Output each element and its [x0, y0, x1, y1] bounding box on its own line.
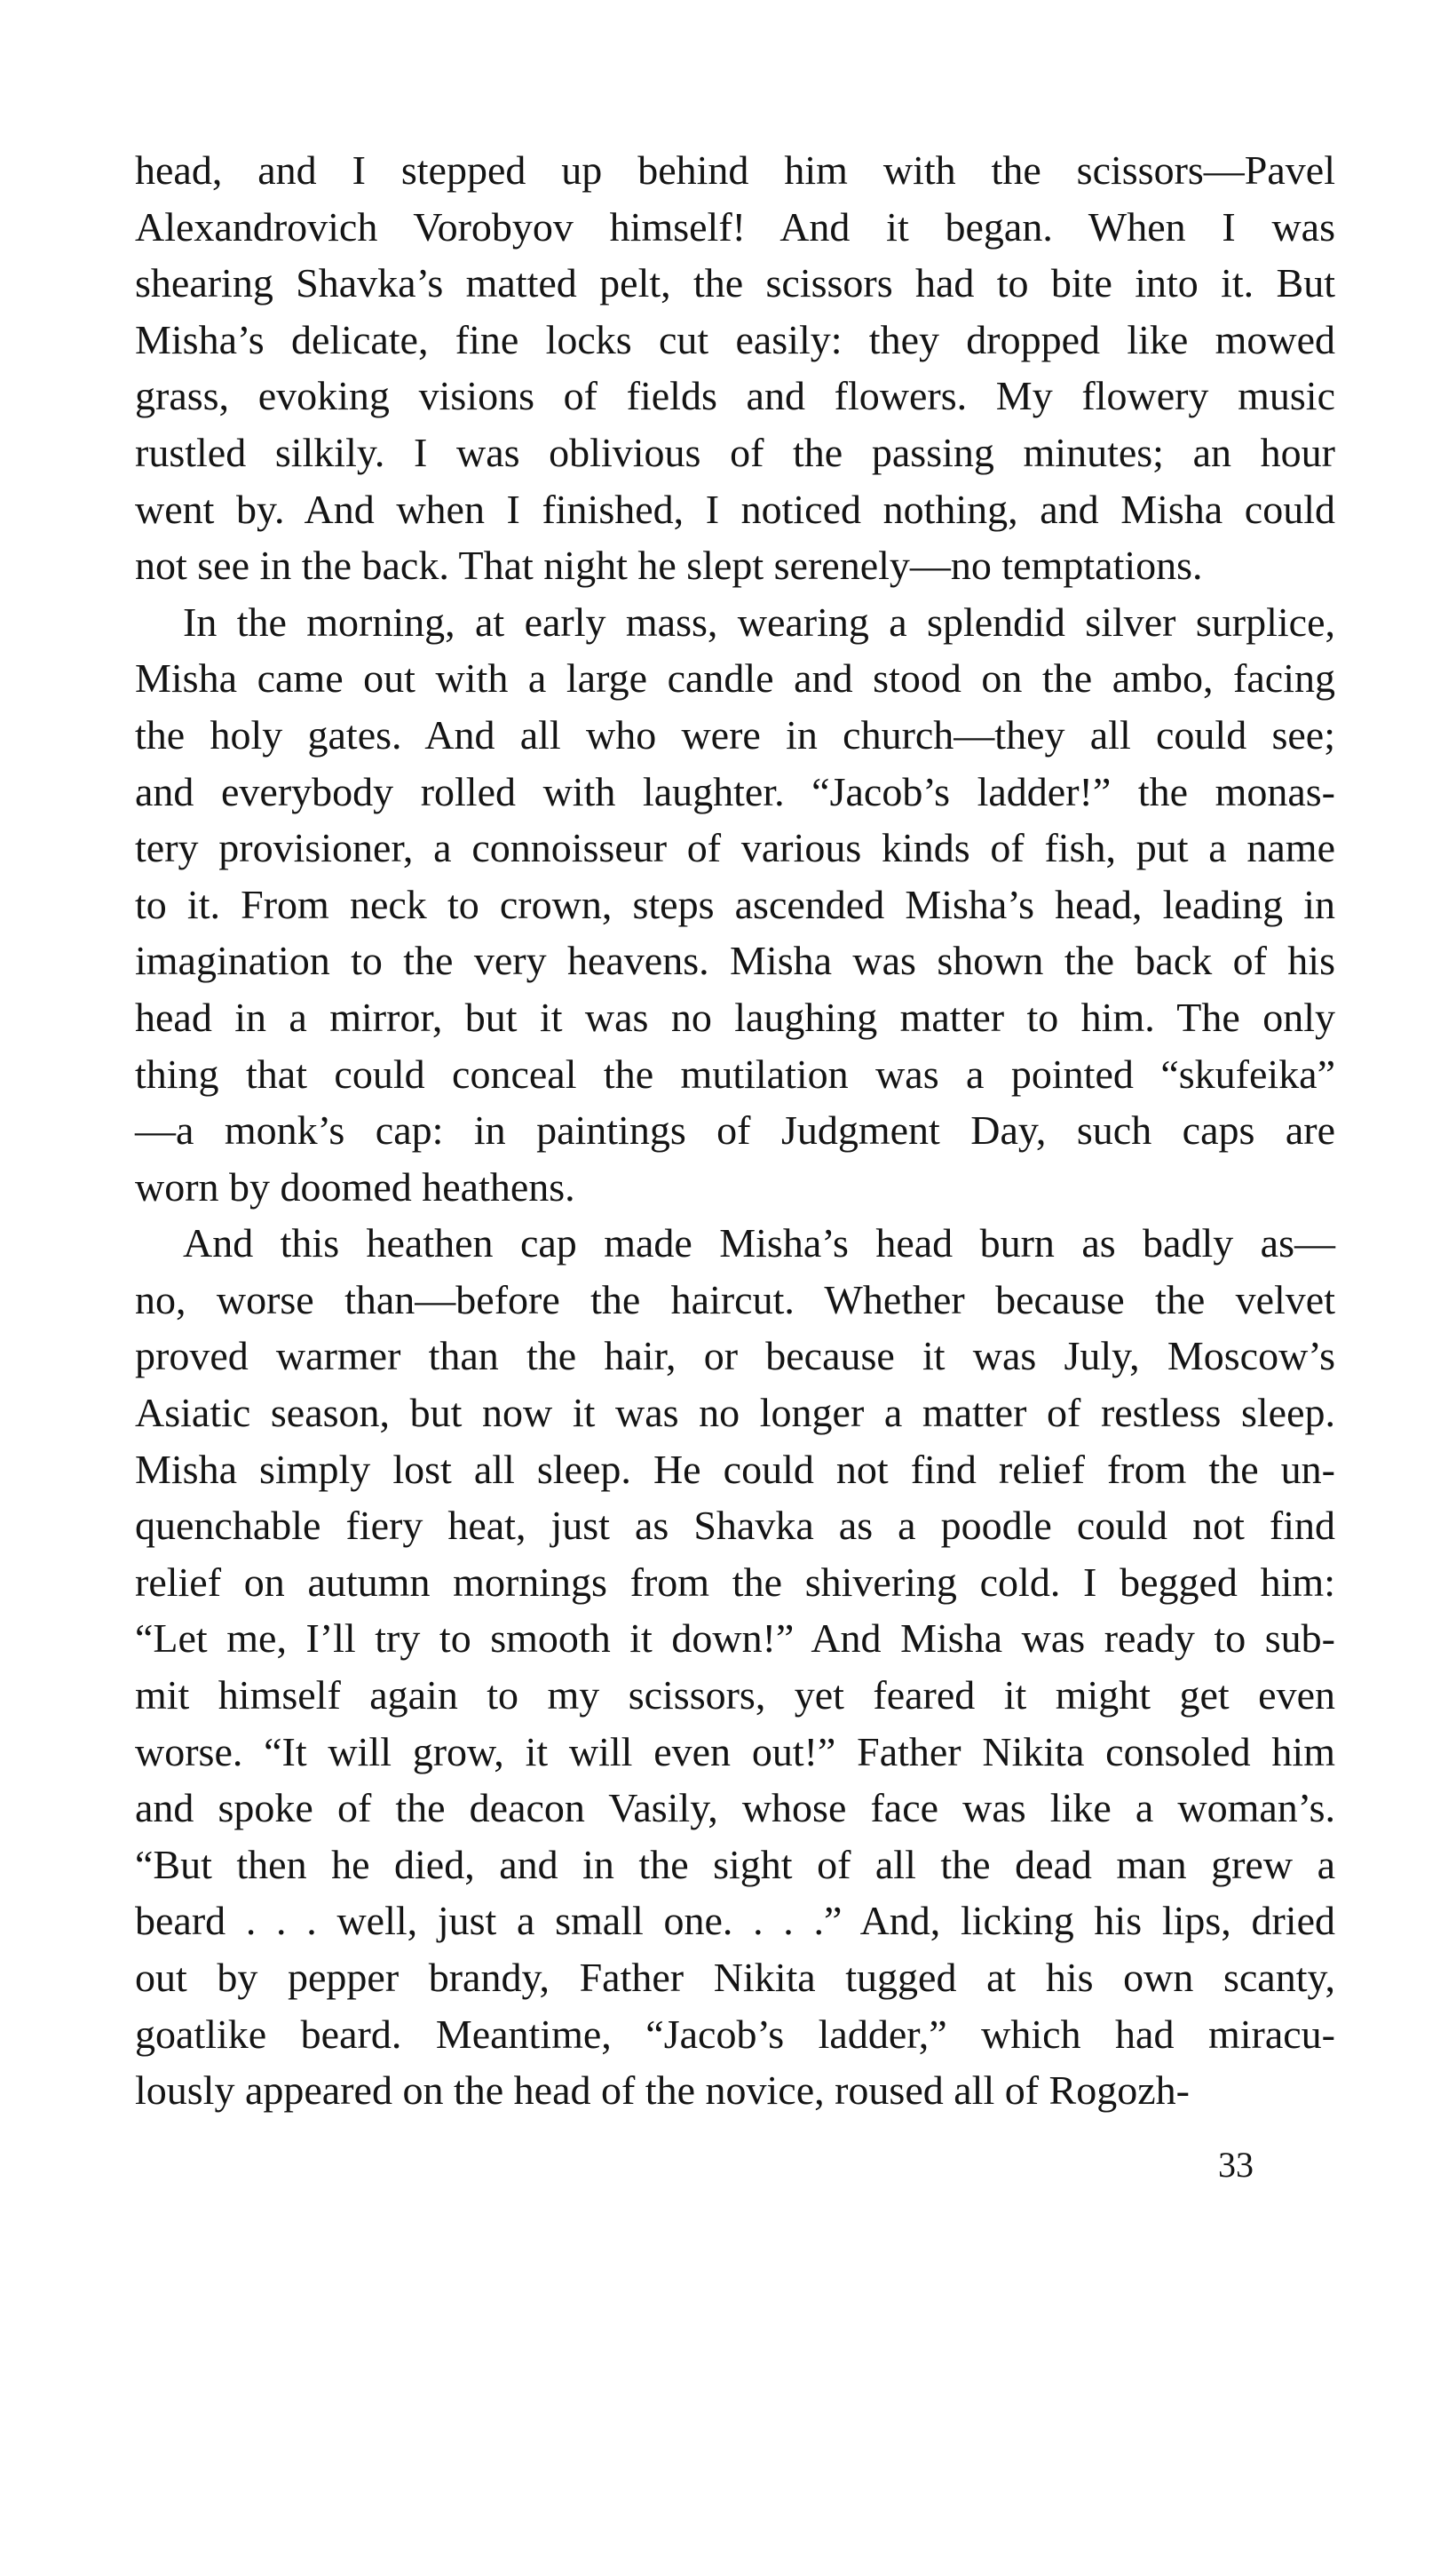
text-line: Misha simply lost all sleep. He could not find relief from the un- [135, 1446, 1335, 1492]
text-line: “Let me, I’ll try to smooth it down!” And Misha was ready to sub- [135, 1615, 1335, 1662]
text-line: to it. From neck to crown, steps ascended Misha’s head, leading in [135, 881, 1335, 927]
paragraph [135, 594, 1335, 1216]
text-line: head, and I stepped up behind him with the scissors—Pavel [135, 147, 1335, 193]
text-line: quenchable fiery heat, just as Shavka as a poodle could not find [135, 1503, 1335, 1549]
text-line: the holy gates. And all who were in church—they all could see; [135, 711, 1335, 758]
text-line: went by. And when I finished, I noticed nothing, and Misha could [135, 486, 1335, 532]
text-line: rustled silkily. I was oblivious of the passing minutes; an hour [135, 429, 1335, 475]
text-line: worn by doomed heathens. [135, 1163, 575, 1210]
text-line: Misha’s delicate, fine locks cut easily: they dropped like mowed [135, 316, 1335, 362]
text-line: grass, evoking visions of fields and flowers. My flowery music [135, 373, 1335, 419]
text-line: lously appeared on the head of the novice, roused all of Rogozh- [135, 2067, 1190, 2114]
paragraph [135, 1215, 1335, 2119]
text-line: beard . . . well, just a small one. . . .” And, licking his lips, dried [135, 1898, 1335, 1944]
text-line: shearing Shavka’s matted pelt, the scissors had to bite into it. But [135, 260, 1335, 306]
text-line: relief on autumn mornings from the shivering cold. I begged him: [135, 1559, 1335, 1605]
text-line: thing that could conceal the mutilation was a pointed “skufeika” [135, 1051, 1335, 1097]
paragraph [135, 142, 1335, 594]
text-line: imagination to the very heavens. Misha was shown the back of his [135, 938, 1335, 984]
page-number: 33 [1218, 2145, 1254, 2185]
body-text [135, 142, 1335, 2119]
text-line: —a monk’s cap: in paintings of Judgment Day, such caps are [135, 1107, 1335, 1154]
text-line: “But then he died, and in the sight of all the dead man grew a [135, 1841, 1335, 1887]
text-line: goatlike beard. Meantime, “Jacob’s ladder,” which had miracu- [135, 2011, 1335, 2057]
text-line: not see in the back. That night he slept serenely—no temptations. [135, 543, 1203, 589]
text-line: head in a mirror, but it was no laughing matter to him. The only [135, 994, 1335, 1040]
text-line: Alexandrovich Vorobyov himself! And it began. When I was [135, 203, 1335, 250]
text-line: In the morning, at early mass, wearing a splendid silver surplice, [183, 599, 1335, 645]
text-line: no, worse than—before the haircut. Whether because the velvet [135, 1276, 1335, 1322]
text-line: worse. “It will grow, it will even out!” Father Nikita consoled him [135, 1728, 1335, 1774]
text-line: proved warmer than the hair, or because it was July, Moscow’s [135, 1333, 1335, 1379]
text-line: Asiatic season, but now it was no longer a matter of restless sleep. [135, 1390, 1335, 1436]
text-line: and everybody rolled with laughter. “Jacob’s ladder!” the monas- [135, 768, 1335, 814]
text-line: and spoke of the deacon Vasily, whose face was like a woman’s. [135, 1785, 1335, 1831]
text-line: And this heathen cap made Misha’s head burn as badly as— [183, 1220, 1335, 1266]
text-line: tery provisioner, a connoisseur of various kinds of fish, put a name [135, 825, 1335, 871]
text-line: Misha came out with a large candle and stood on the ambo, facing [135, 655, 1335, 702]
text-line: out by pepper brandy, Father Nikita tugged at his own scanty, [135, 1955, 1335, 2000]
text-line: mit himself again to my scissors, yet feared it might get even [135, 1672, 1335, 1718]
